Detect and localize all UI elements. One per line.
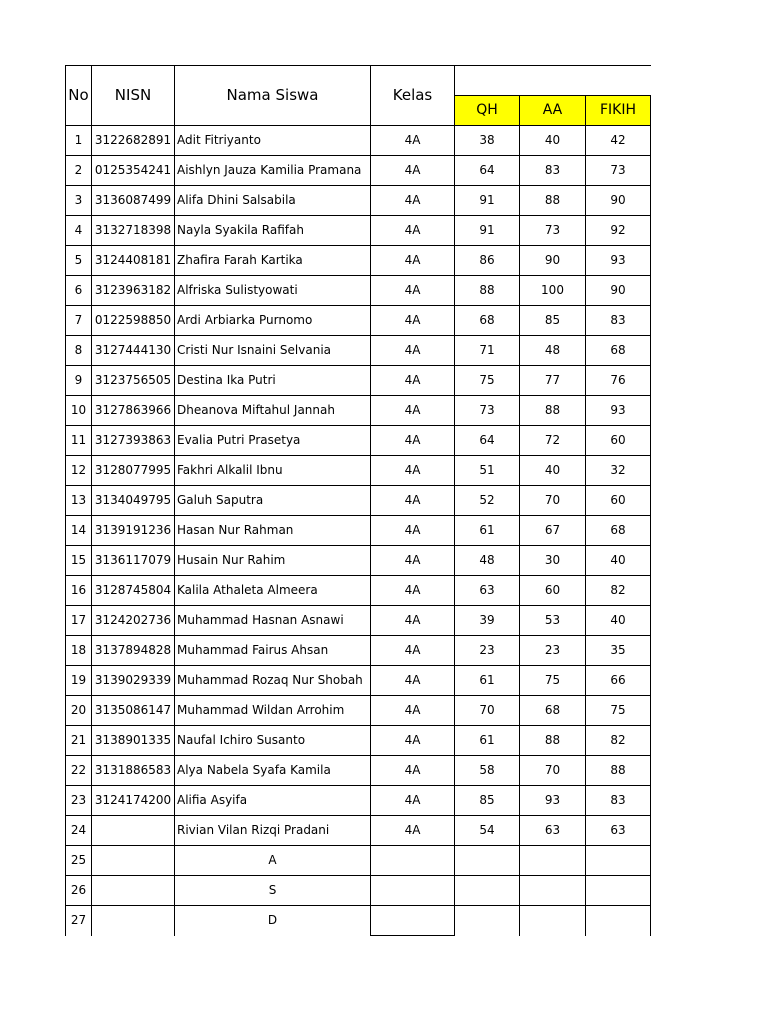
table-row xyxy=(66,576,651,606)
cell-qh: 39 xyxy=(455,606,520,636)
cell-fikih: 90 xyxy=(586,276,651,306)
cell-qh: 75 xyxy=(455,366,520,396)
cell-nisn xyxy=(92,876,175,906)
cell-qh xyxy=(455,876,520,906)
cell-nama-siswa: Aishlyn Jauza Kamilia Pramana xyxy=(175,156,371,186)
cell-no: 11 xyxy=(66,426,92,456)
cell-kelas: 4A xyxy=(371,606,455,636)
cell-nisn: 3124202736 xyxy=(92,606,175,636)
cell-fikih: 68 xyxy=(586,516,651,546)
cell-aa: 30 xyxy=(520,546,586,576)
cell-nisn: 3131886583 xyxy=(92,756,175,786)
cell-kelas: 4A xyxy=(371,366,455,396)
cell-fikih: 60 xyxy=(586,426,651,456)
cell-qh: 61 xyxy=(455,516,520,546)
cell-kelas xyxy=(371,906,455,936)
cell-no: 25 xyxy=(66,846,92,876)
cell-nama-siswa: Dheanova Miftahul Jannah xyxy=(175,396,371,426)
cell-qh xyxy=(455,846,520,876)
cell-nama-siswa: Evalia Putri Prasetya xyxy=(175,426,371,456)
cell-aa: 53 xyxy=(520,606,586,636)
cell-nama-siswa: Alifia Asyifa xyxy=(175,786,371,816)
cell-nisn: 3139191236 xyxy=(92,516,175,546)
cell-kelas: 4A xyxy=(371,576,455,606)
cell-nama-siswa: Rivian Vilan Rizqi Pradani xyxy=(175,816,371,846)
cell-nisn: 3134049795 xyxy=(92,486,175,516)
cell-aa: 88 xyxy=(520,396,586,426)
cell-nisn: 3138901335 xyxy=(92,726,175,756)
cell-fikih: 92 xyxy=(586,216,651,246)
cell-nisn: 3132718398 xyxy=(92,216,175,246)
cell-nama-siswa: Cristi Nur Isnaini Selvania xyxy=(175,336,371,366)
cell-nisn: 3124408181 xyxy=(92,246,175,276)
cell-nisn: 0125354241 xyxy=(92,156,175,186)
cell-nisn: 3136117079 xyxy=(92,546,175,576)
cell-no: 21 xyxy=(66,726,92,756)
header-aa: AA xyxy=(520,96,586,126)
table-row xyxy=(66,186,651,216)
cell-nama-siswa: Kalila Athaleta Almeera xyxy=(175,576,371,606)
cell-no: 3 xyxy=(66,186,92,216)
cell-kelas: 4A xyxy=(371,396,455,426)
cell-nisn: 3127863966 xyxy=(92,396,175,426)
cell-aa: 60 xyxy=(520,576,586,606)
cell-qh: 61 xyxy=(455,666,520,696)
cell-aa: 77 xyxy=(520,366,586,396)
cell-no: 24 xyxy=(66,816,92,846)
cell-fikih: 88 xyxy=(586,756,651,786)
cell-no: 16 xyxy=(66,576,92,606)
header-nisn: NISN xyxy=(92,66,175,126)
cell-fikih: 82 xyxy=(586,726,651,756)
table-row xyxy=(66,816,651,846)
cell-no: 7 xyxy=(66,306,92,336)
cell-kelas: 4A xyxy=(371,246,455,276)
cell-no: 12 xyxy=(66,456,92,486)
cell-qh: 85 xyxy=(455,786,520,816)
cell-fikih: 83 xyxy=(586,306,651,336)
cell-kelas: 4A xyxy=(371,636,455,666)
cell-no: 20 xyxy=(66,696,92,726)
cell-no: 6 xyxy=(66,276,92,306)
cell-fikih: 66 xyxy=(586,666,651,696)
cell-kelas: 4A xyxy=(371,666,455,696)
cell-nama-siswa: Galuh Saputra xyxy=(175,486,371,516)
cell-kelas: 4A xyxy=(371,516,455,546)
cell-fikih: 32 xyxy=(586,456,651,486)
cell-nama-siswa: Alfriska Sulistyowati xyxy=(175,276,371,306)
cell-fikih: 90 xyxy=(586,186,651,216)
cell-no: 10 xyxy=(66,396,92,426)
header-nama-siswa: Nama Siswa xyxy=(175,66,371,126)
table-row xyxy=(66,606,651,636)
cell-qh: 68 xyxy=(455,306,520,336)
cell-fikih xyxy=(586,846,651,876)
table-row xyxy=(66,366,651,396)
table-row xyxy=(66,486,651,516)
cell-no: 13 xyxy=(66,486,92,516)
cell-nisn: 3137894828 xyxy=(92,636,175,666)
cell-nama-siswa: A xyxy=(175,846,371,876)
cell-no: 1 xyxy=(66,126,92,156)
cell-no: 23 xyxy=(66,786,92,816)
cell-qh: 70 xyxy=(455,696,520,726)
cell-kelas: 4A xyxy=(371,336,455,366)
cell-nisn: 3123963182 xyxy=(92,276,175,306)
cell-nama-siswa: Zhafira Farah Kartika xyxy=(175,246,371,276)
cell-nisn: 3128077995 xyxy=(92,456,175,486)
cell-no: 5 xyxy=(66,246,92,276)
cell-aa: 100 xyxy=(520,276,586,306)
cell-kelas: 4A xyxy=(371,126,455,156)
cell-aa: 85 xyxy=(520,306,586,336)
cell-kelas: 4A xyxy=(371,696,455,726)
cell-qh: 71 xyxy=(455,336,520,366)
cell-nisn: 3135086147 xyxy=(92,696,175,726)
table-row xyxy=(66,276,651,306)
cell-fikih: 75 xyxy=(586,696,651,726)
cell-kelas xyxy=(371,876,455,906)
cell-kelas: 4A xyxy=(371,486,455,516)
cell-aa: 90 xyxy=(520,246,586,276)
header-no: No xyxy=(66,66,92,126)
cell-nisn: 3139029339 xyxy=(92,666,175,696)
cell-aa xyxy=(520,906,586,936)
cell-no: 9 xyxy=(66,366,92,396)
cell-nama-siswa: Muhammad Hasnan Asnawi xyxy=(175,606,371,636)
cell-aa: 70 xyxy=(520,486,586,516)
cell-aa: 68 xyxy=(520,696,586,726)
cell-aa: 73 xyxy=(520,216,586,246)
cell-nama-siswa: Hasan Nur Rahman xyxy=(175,516,371,546)
cell-nama-siswa: Husain Nur Rahim xyxy=(175,546,371,576)
cell-fikih: 40 xyxy=(586,606,651,636)
table-body xyxy=(66,126,651,936)
cell-qh: 64 xyxy=(455,426,520,456)
grades-table xyxy=(65,65,651,936)
cell-nama-siswa: Nayla Syakila Rafifah xyxy=(175,216,371,246)
cell-kelas: 4A xyxy=(371,756,455,786)
cell-qh: 61 xyxy=(455,726,520,756)
cell-fikih: 60 xyxy=(586,486,651,516)
cell-kelas: 4A xyxy=(371,156,455,186)
cell-qh: 38 xyxy=(455,126,520,156)
cell-kelas: 4A xyxy=(371,786,455,816)
cell-fikih xyxy=(586,876,651,906)
cell-nisn xyxy=(92,906,175,936)
cell-aa: 88 xyxy=(520,186,586,216)
cell-fikih: 42 xyxy=(586,126,651,156)
cell-kelas: 4A xyxy=(371,426,455,456)
cell-aa: 67 xyxy=(520,516,586,546)
table-row xyxy=(66,666,651,696)
cell-nama-siswa: Destina Ika Putri xyxy=(175,366,371,396)
header-subject-group xyxy=(455,66,651,96)
cell-qh: 23 xyxy=(455,636,520,666)
cell-fikih: 82 xyxy=(586,576,651,606)
table-row xyxy=(66,516,651,546)
cell-no: 4 xyxy=(66,216,92,246)
cell-qh xyxy=(455,906,520,936)
cell-aa: 48 xyxy=(520,336,586,366)
cell-nama-siswa: Muhammad Fairus Ahsan xyxy=(175,636,371,666)
header-kelas: Kelas xyxy=(371,66,455,126)
table-row xyxy=(66,696,651,726)
cell-qh: 73 xyxy=(455,396,520,426)
table-row xyxy=(66,306,651,336)
cell-fikih: 93 xyxy=(586,246,651,276)
table-row xyxy=(66,846,651,876)
cell-nisn: 3127393863 xyxy=(92,426,175,456)
cell-nisn: 3127444130 xyxy=(92,336,175,366)
cell-no: 22 xyxy=(66,756,92,786)
cell-nama-siswa: Alya Nabela Syafa Kamila xyxy=(175,756,371,786)
cell-no: 14 xyxy=(66,516,92,546)
cell-nama-siswa: Adit Fitriyanto xyxy=(175,126,371,156)
header-fikih: FIKIH xyxy=(586,96,651,126)
header-qh: QH xyxy=(455,96,520,126)
cell-aa: 83 xyxy=(520,156,586,186)
table-row xyxy=(66,876,651,906)
cell-fikih: 76 xyxy=(586,366,651,396)
cell-fikih: 68 xyxy=(586,336,651,366)
cell-fikih: 40 xyxy=(586,546,651,576)
table-row xyxy=(66,156,651,186)
cell-nisn xyxy=(92,816,175,846)
cell-nisn: 3128745804 xyxy=(92,576,175,606)
cell-nisn xyxy=(92,846,175,876)
cell-nama-siswa: D xyxy=(175,906,371,936)
cell-kelas: 4A xyxy=(371,456,455,486)
cell-nisn: 3124174200 xyxy=(92,786,175,816)
cell-nama-siswa: Muhammad Wildan Arrohim xyxy=(175,696,371,726)
table-row xyxy=(66,246,651,276)
cell-nisn: 3136087499 xyxy=(92,186,175,216)
table-row xyxy=(66,636,651,666)
cell-no: 26 xyxy=(66,876,92,906)
cell-kelas: 4A xyxy=(371,276,455,306)
cell-qh: 86 xyxy=(455,246,520,276)
cell-aa xyxy=(520,876,586,906)
cell-fikih: 63 xyxy=(586,816,651,846)
cell-qh: 51 xyxy=(455,456,520,486)
cell-no: 15 xyxy=(66,546,92,576)
table-row xyxy=(66,726,651,756)
cell-aa: 70 xyxy=(520,756,586,786)
table-row xyxy=(66,906,651,936)
cell-nama-siswa: Naufal Ichiro Susanto xyxy=(175,726,371,756)
cell-aa xyxy=(520,846,586,876)
cell-aa: 40 xyxy=(520,456,586,486)
cell-fikih: 73 xyxy=(586,156,651,186)
table-row xyxy=(66,786,651,816)
cell-kelas: 4A xyxy=(371,306,455,336)
cell-fikih xyxy=(586,906,651,936)
table-row xyxy=(66,396,651,426)
cell-kelas: 4A xyxy=(371,186,455,216)
cell-no: 8 xyxy=(66,336,92,366)
table-row xyxy=(66,126,651,156)
cell-aa: 63 xyxy=(520,816,586,846)
cell-aa: 23 xyxy=(520,636,586,666)
cell-qh: 88 xyxy=(455,276,520,306)
cell-aa: 93 xyxy=(520,786,586,816)
cell-kelas: 4A xyxy=(371,816,455,846)
cell-nama-siswa: Muhammad Rozaq Nur Shobah xyxy=(175,666,371,696)
cell-qh: 63 xyxy=(455,576,520,606)
cell-nama-siswa: Ardi Arbiarka Purnomo xyxy=(175,306,371,336)
cell-kelas: 4A xyxy=(371,216,455,246)
cell-kelas xyxy=(371,846,455,876)
cell-no: 19 xyxy=(66,666,92,696)
table-row xyxy=(66,336,651,366)
cell-aa: 72 xyxy=(520,426,586,456)
cell-fikih: 93 xyxy=(586,396,651,426)
table-row xyxy=(66,426,651,456)
cell-no: 2 xyxy=(66,156,92,186)
cell-nisn: 3122682891 xyxy=(92,126,175,156)
cell-qh: 91 xyxy=(455,216,520,246)
table-row xyxy=(66,756,651,786)
cell-qh: 48 xyxy=(455,546,520,576)
cell-nama-siswa: Alifa Dhini Salsabila xyxy=(175,186,371,216)
table-row xyxy=(66,456,651,486)
cell-kelas: 4A xyxy=(371,726,455,756)
cell-aa: 40 xyxy=(520,126,586,156)
cell-aa: 75 xyxy=(520,666,586,696)
cell-fikih: 83 xyxy=(586,786,651,816)
cell-kelas: 4A xyxy=(371,546,455,576)
cell-fikih: 35 xyxy=(586,636,651,666)
table-row xyxy=(66,216,651,246)
cell-aa: 88 xyxy=(520,726,586,756)
cell-qh: 91 xyxy=(455,186,520,216)
cell-nisn: 3123756505 xyxy=(92,366,175,396)
cell-qh: 54 xyxy=(455,816,520,846)
cell-no: 18 xyxy=(66,636,92,666)
table-row xyxy=(66,546,651,576)
cell-qh: 64 xyxy=(455,156,520,186)
cell-no: 27 xyxy=(66,906,92,936)
cell-nama-siswa: S xyxy=(175,876,371,906)
cell-nama-siswa: Fakhri Alkalil Ibnu xyxy=(175,456,371,486)
cell-no: 17 xyxy=(66,606,92,636)
cell-qh: 58 xyxy=(455,756,520,786)
cell-qh: 52 xyxy=(455,486,520,516)
cell-nisn: 0122598850 xyxy=(92,306,175,336)
